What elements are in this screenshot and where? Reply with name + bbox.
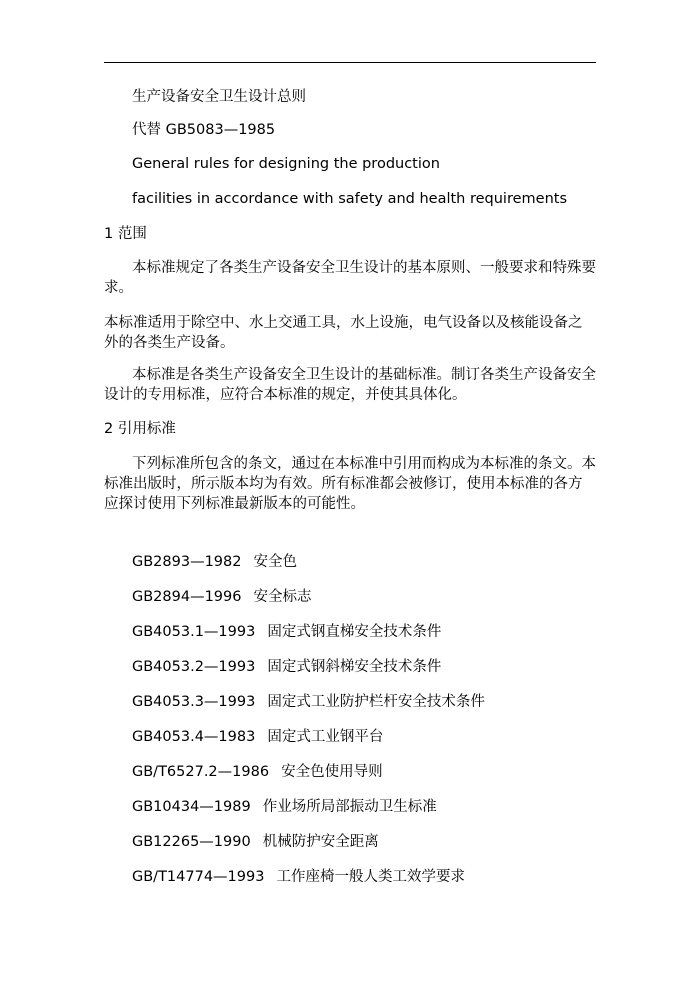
- reference-code: GB/T14774—1993: [132, 869, 265, 885]
- reference-item: [132, 833, 379, 851]
- reference-code: GB4053.1—1993: [132, 624, 256, 640]
- reference-code: GB2894—1996: [132, 589, 242, 605]
- header-rule: [104, 62, 596, 63]
- title-en-line-1: General rules for designing the production: [132, 156, 440, 172]
- reference-title: 固定式钢直梯安全技术条件: [267, 624, 442, 640]
- title-en-line-2: facilities in accordance with safety and health requirements: [132, 191, 567, 207]
- reference-item: [132, 728, 383, 746]
- reference-title: 固定式工业防护栏杆安全技术条件: [267, 694, 485, 710]
- reference-item: [132, 798, 437, 816]
- reference-item: [132, 763, 383, 781]
- replaces-note: 代替 GB5083—1985: [132, 122, 276, 138]
- section-1-paragraph-1: 本标准规定了各类生产设备安全卫生设计的基本原则、一般要求和特殊要求。: [104, 260, 596, 296]
- reference-title: 作业场所局部振动卫生标准: [262, 799, 437, 815]
- reference-title: 安全色使用导则: [281, 764, 383, 780]
- reference-item: [132, 623, 441, 641]
- reference-item: [132, 588, 312, 606]
- reference-code: GB2893—1982: [132, 554, 242, 570]
- reference-item: [132, 693, 485, 711]
- section-2-heading: 2 引用标准: [104, 421, 176, 437]
- section-1-paragraph-2: 本标准适用于除空中、水上交通工具，水上设施，电气设备以及核能设备之外的各类生产设备。: [104, 315, 583, 351]
- reference-item: [132, 553, 297, 571]
- reference-code: GB4053.3—1993: [132, 694, 256, 710]
- reference-code: GB12265—1990: [132, 834, 251, 850]
- reference-code: GB10434—1989: [132, 799, 251, 815]
- reference-code: GB/T6527.2—1986: [132, 764, 270, 780]
- section-1-heading: 1 范围: [104, 226, 147, 242]
- section-2-paragraph-1: 下列标准所包含的条文，通过在本标准中引用而构成为本标准的条文。本标准出版时，所示版本均为有效。所有标准都会被修订，使用本标准的各方应探讨使用下列标准最新版本的可能性。: [104, 456, 596, 512]
- reference-title: 固定式钢斜梯安全技术条件: [267, 659, 442, 675]
- reference-title: 安全标志: [253, 589, 312, 605]
- reference-title: 机械防护安全距离: [262, 834, 379, 850]
- reference-code: GB4053.2—1993: [132, 659, 256, 675]
- section-1-paragraph-3: 本标准是各类生产设备安全卫生设计的基础标准。制订各类生产设备安全设计的专用标准，应符合本标准的规定，并使其具体化。: [104, 367, 596, 403]
- reference-item: [132, 868, 465, 886]
- reference-title: 固定式工业钢平台: [267, 729, 384, 745]
- reference-title: 工作座椅一般人类工效学要求: [276, 869, 465, 885]
- reference-item: [132, 658, 441, 676]
- title-cn: 生产设备安全卫生设计总则: [132, 89, 306, 105]
- reference-code: GB4053.4—1983: [132, 729, 256, 745]
- reference-title: 安全色: [253, 554, 297, 570]
